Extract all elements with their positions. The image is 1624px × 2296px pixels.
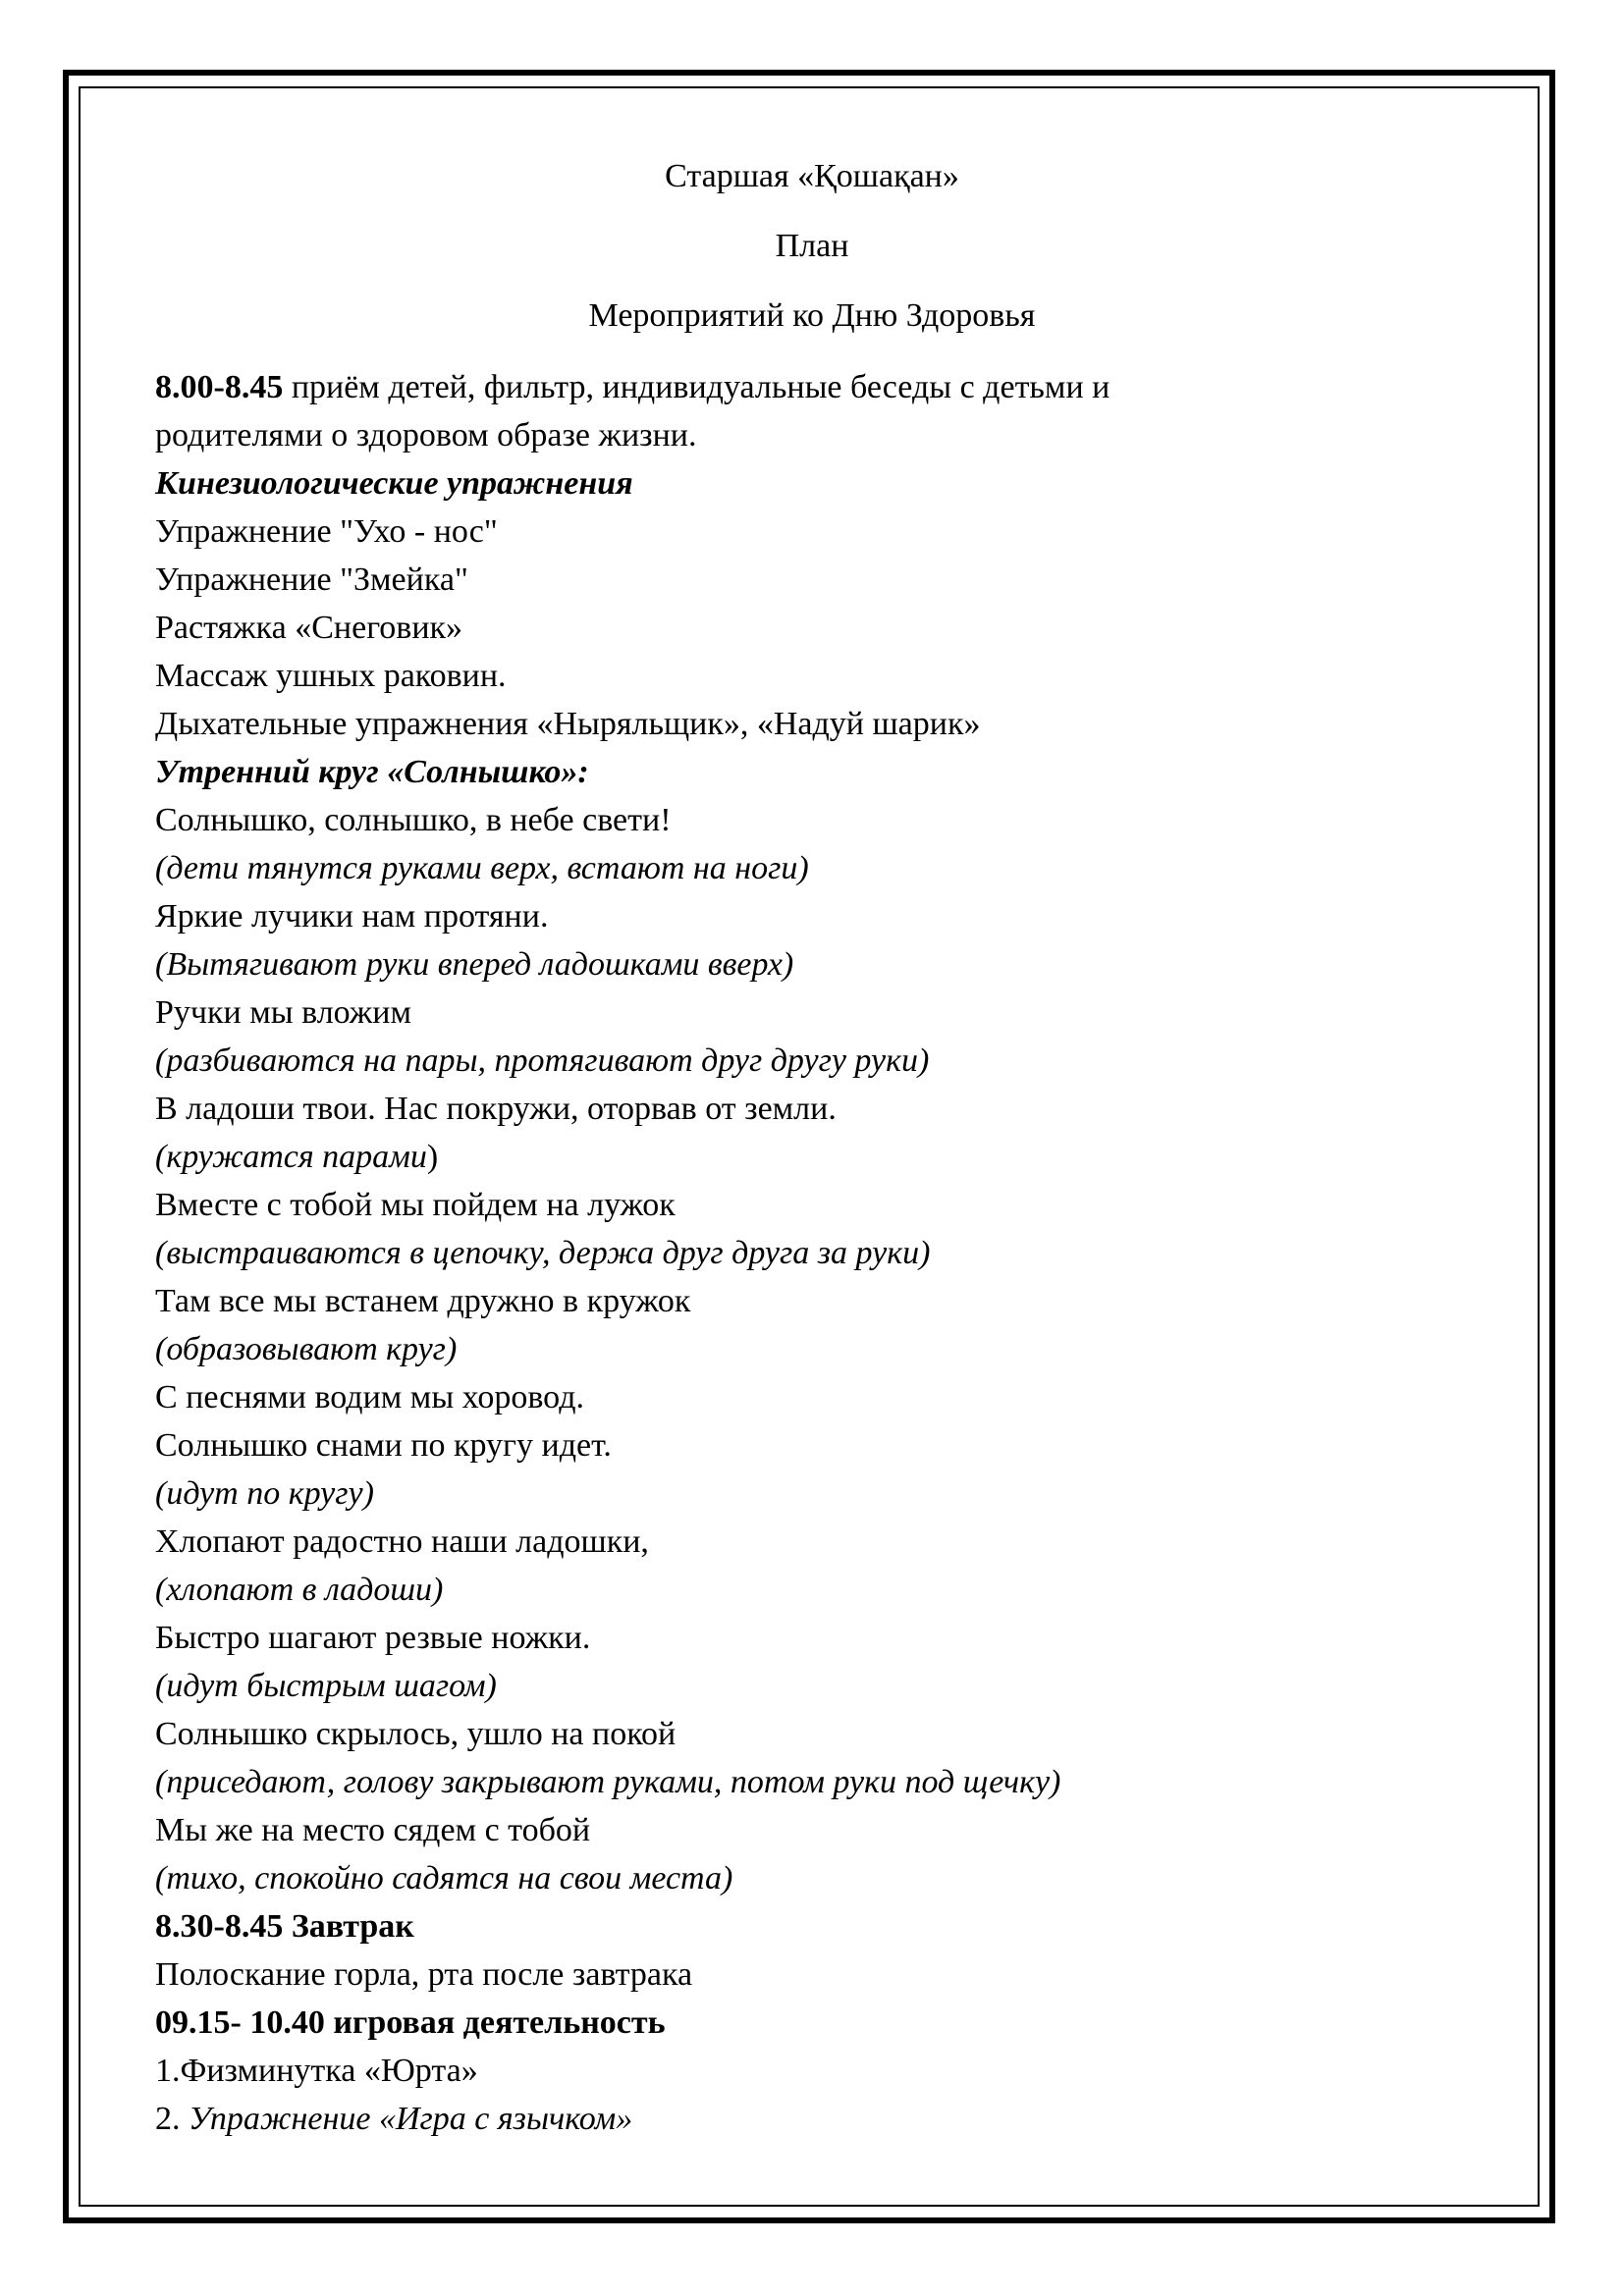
text-line: Упражнение "Змейка" <box>155 561 468 598</box>
schedule-reception <box>155 368 1110 407</box>
stage-direction: (дети тянутся руками верх, встают на ноги) <box>155 850 809 886</box>
poem-line: С песнями водим мы хоровод. <box>155 1379 585 1415</box>
stage-direction: (хлопают в ладоши) <box>155 1572 444 1608</box>
stage-direction: (Вытягивают руки вперед ладошками вверх) <box>155 946 794 983</box>
section-heading: Утренний круг «Солнышко»: <box>155 754 589 790</box>
text-line: Упражнение "Ухо - нос" <box>155 513 498 550</box>
poem-line: Ручки мы вложим <box>155 994 412 1031</box>
stage-direction: (идут по кругу) <box>155 1475 374 1512</box>
schedule-play-activity: 09.15- 10.40 игровая деятельность <box>155 2004 666 2041</box>
poem-line: Солнышко, солнышко, в небе свети! <box>155 802 672 838</box>
stage-direction: (приседают, голову закрывают руками, потом руки под щечку) <box>155 1764 1061 1800</box>
text-line: Растяжка «Снеговик» <box>155 610 463 646</box>
stage-direction: (образовывают круг) <box>155 1331 458 1367</box>
reception-text: приём детей, фильтр, индивидуальные беседы с детьми и <box>283 369 1110 405</box>
section-heading: Кинезиологические упражнения <box>155 465 633 502</box>
poem-line: Солнышко снами по кругу идет. <box>155 1427 612 1464</box>
poem-line: Хлопают радостно наши ладошки, <box>155 1523 649 1560</box>
poem-line: Солнышко скрылось, ушло на покой <box>155 1716 677 1752</box>
stage-direction: (кружатся парами) <box>155 1139 439 1175</box>
plan-title: План <box>775 228 849 264</box>
stage-direction: (тихо, спокойно садятся на свои места) <box>155 1860 733 1896</box>
schedule-breakfast: 8.30-8.45 Завтрак <box>155 1908 414 1945</box>
poem-line: Яркие лучики нам протяни. <box>155 898 549 934</box>
group-title: Старшая «Қошақан» <box>665 158 959 194</box>
plan-subtitle: Мероприятий ко Дню Здоровья <box>588 297 1036 334</box>
text-line: Массаж ушных раковин. <box>155 658 507 694</box>
stage-direction: (идут быстрым шагом) <box>155 1668 497 1704</box>
text-line: Дыхательные упражнения «Ныряльщик», «Надуй шарик» <box>155 706 981 742</box>
poem-line: В ладоши твои. Нас покружи, оторвав от земли. <box>155 1091 837 1127</box>
poem-line: Вместе с тобой мы пойдем на лужок <box>155 1187 676 1223</box>
poem-line: Там все мы встанем дружно в кружок <box>155 1283 691 1319</box>
reception-time: 8.00-8.45 <box>155 369 284 405</box>
poem-line: Мы же на место сядем с тобой <box>155 1812 591 1848</box>
list-item: 1.Физминутка «Юрта» <box>155 2053 478 2089</box>
stage-direction: (разбиваются на пары, протягивают друг другу руки) <box>155 1042 930 1079</box>
text-line: Полоскание горла, рта после завтрака <box>155 1956 693 1993</box>
list-item: 2. Упражнение «Игра с язычком» <box>155 2101 633 2137</box>
text-line: родителями о здоровом образе жизни. <box>155 417 697 454</box>
poem-line: Быстро шагают резвые ножки. <box>155 1620 591 1656</box>
stage-direction: (выстраиваются в цепочку, держа друг друга за руки) <box>155 1235 931 1271</box>
